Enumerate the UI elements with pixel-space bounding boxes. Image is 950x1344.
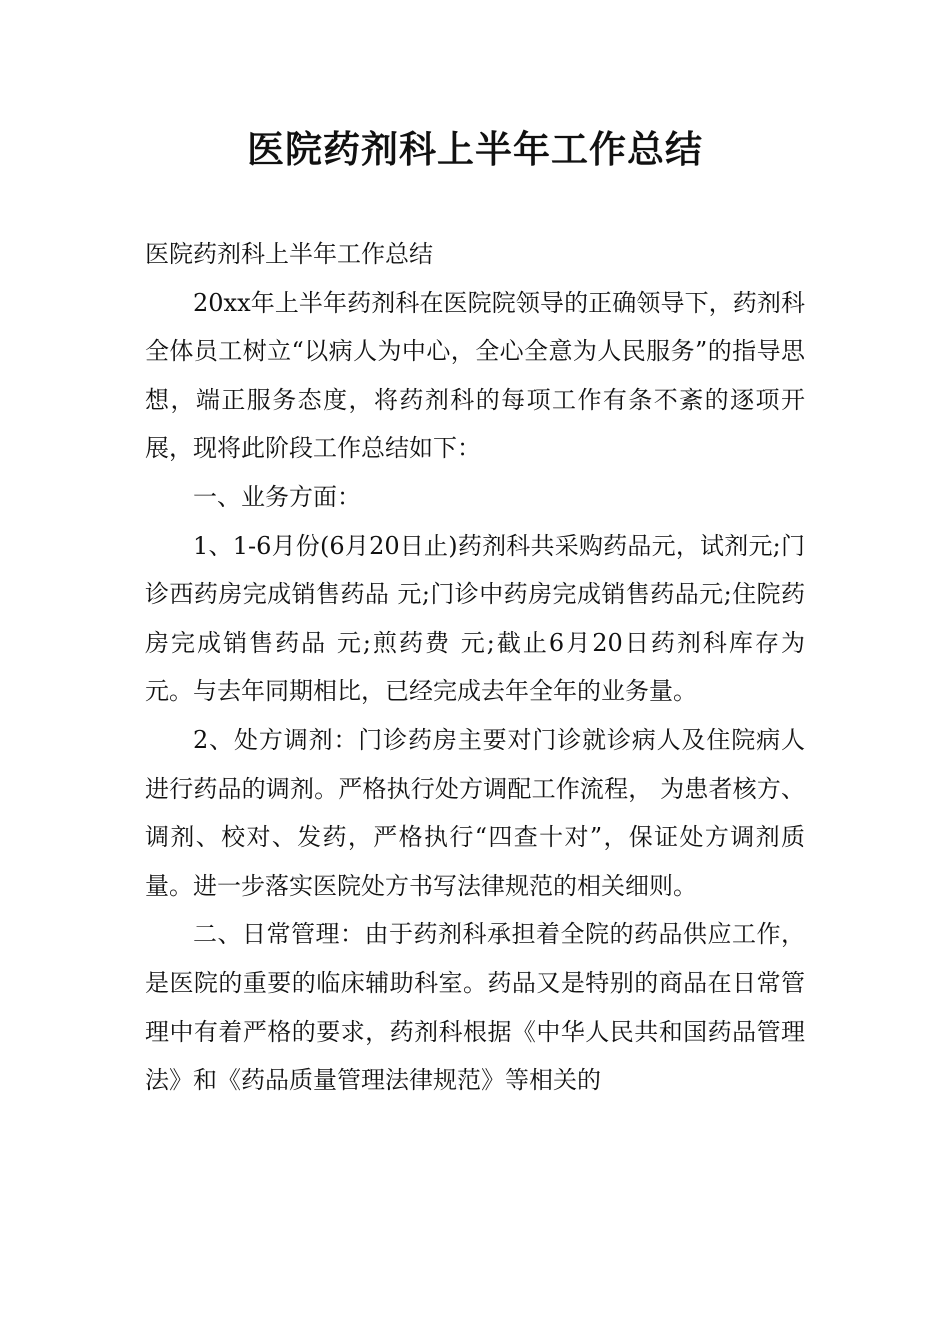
paragraph-item-2: 2、处方调剂：门诊药房主要对门诊就诊病人及住院病人进行药品的调剂。严格执行处方调配工作流程， 为患者核方、调剂、校对、发药，严格执行“四查十对”，保证处方调剂质量。进一步落实医院处方书写法律规范的相关细则。 — [145, 725, 805, 900]
document-body — [145, 230, 805, 1105]
paragraph-daily-management: 二、日常管理：由于药剂科承担着全院的药品供应工作，是医院的重要的临床辅助科室。药品又是特别的商品在日常管理中有着严格的要求，药剂科根据《中华人民共和国药品管理法》和《药品质量管理法律规范》等相关的 — [145, 920, 805, 1095]
paragraph-item-1: 1、1-6月份(6月20日止)药剂科共采购药品元，试剂元;门诊西药房完成销售药品 元;门诊中药房完成销售药品元;住院药房完成销售药品 元;煎药费 元;截止6月20日药剂科库存为 元。与去年同期相比，已经完成去年全年的业务量。 — [145, 531, 805, 706]
paragraph-subtitle: 医院药剂科上半年工作总结 — [145, 240, 433, 268]
section-heading-business: 一、业务方面： — [193, 482, 361, 511]
document-title: 医院药剂科上半年工作总结 — [247, 128, 703, 171]
paragraph-intro: 20xx年上半年药剂科在医院院领导的正确领导下，药剂科全体员工树立“以病人为中心，全心全意为人民服务”的指导思想，端正服务态度，将药剂科的每项工作有条不紊的逐项开展，现将此阶段工作总结如下： — [145, 288, 805, 463]
